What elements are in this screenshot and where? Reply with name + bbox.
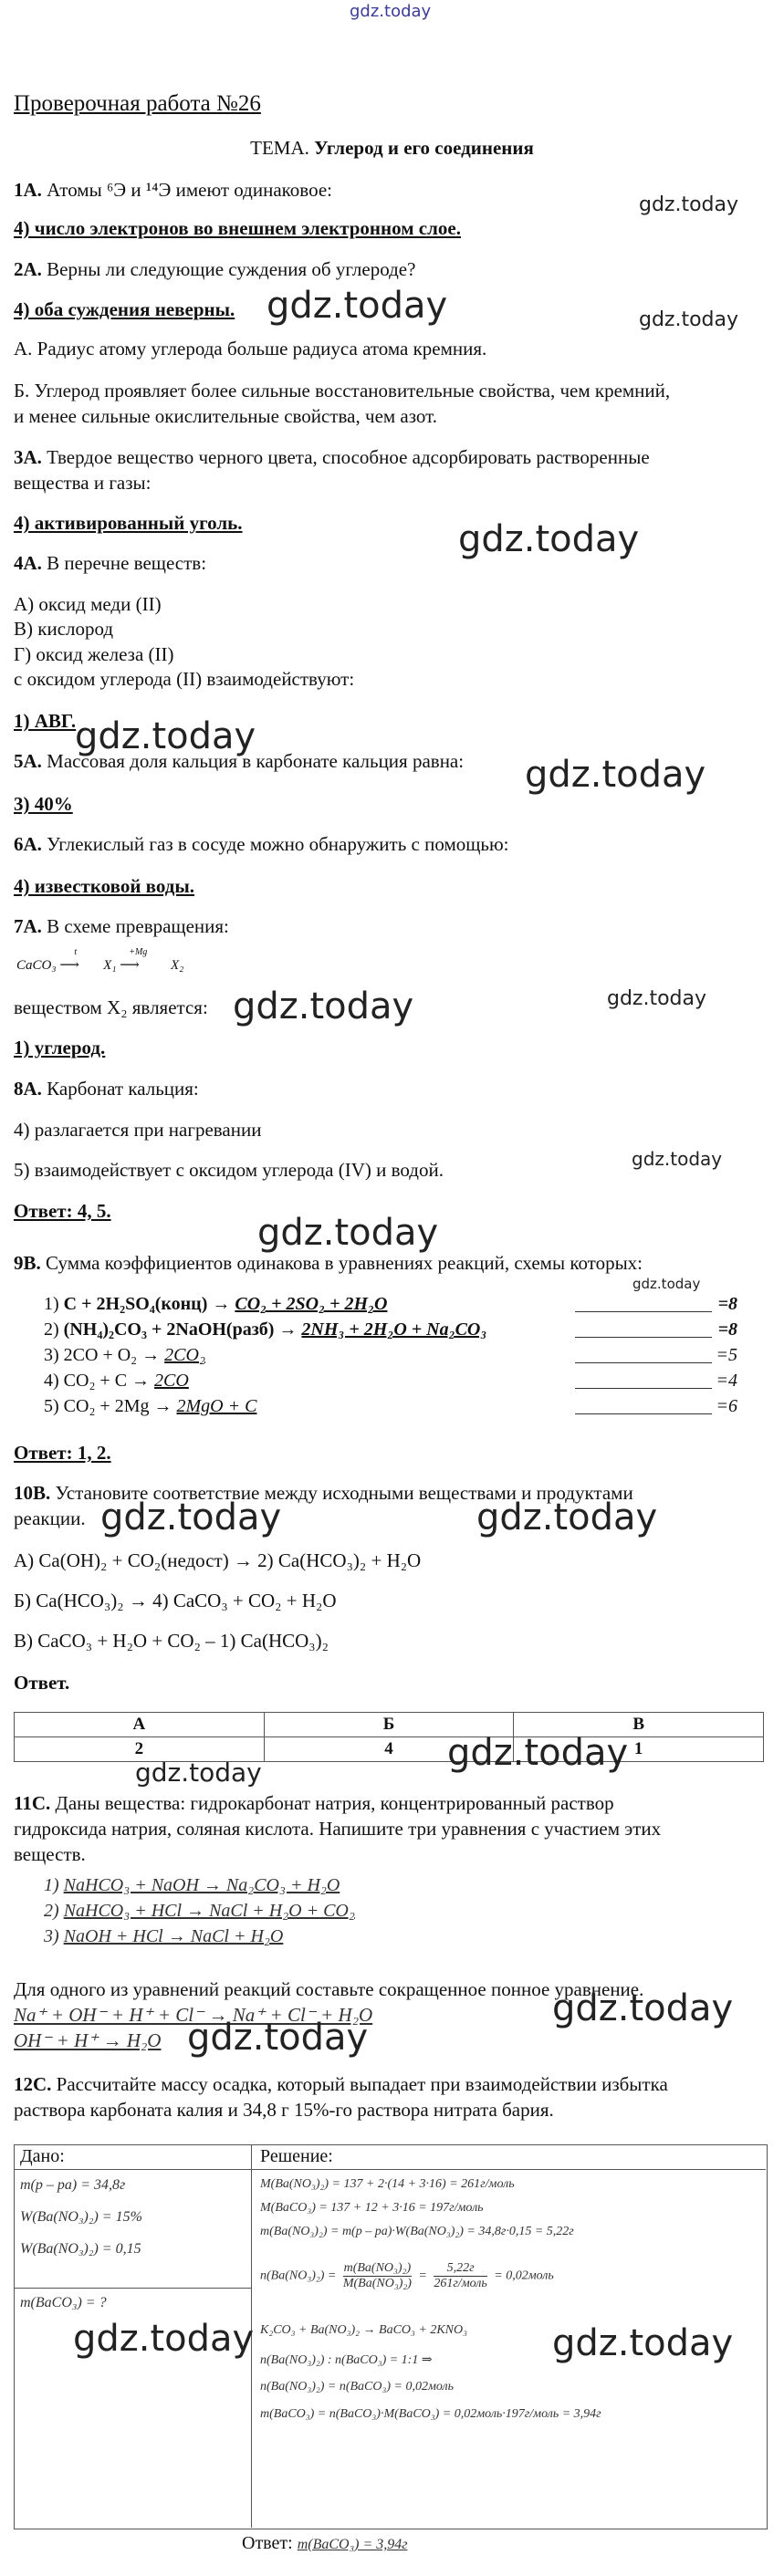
q6-num: 6А. bbox=[14, 833, 42, 855]
q2-num: 2А. bbox=[14, 258, 42, 280]
q9-row-underline bbox=[575, 1337, 712, 1338]
q9-row-right: 2CO₂ bbox=[164, 1345, 205, 1365]
q12-solution-2: M(BaCO₃) = 137 + 12 + 3·16 = 197г/моль bbox=[260, 2201, 484, 2215]
q5-answer: 3) 40% bbox=[14, 793, 73, 815]
watermark: gdz.today bbox=[632, 1276, 701, 1292]
q12-answer-value: m(BaCO₃) = 3,94г bbox=[297, 2537, 408, 2552]
q12-text1: Рассчитайте массу осадка, который выпадает при взаимодействии избытка bbox=[56, 2073, 668, 2095]
q9-row-sum: =6 bbox=[716, 1396, 737, 1416]
table-row bbox=[15, 1737, 764, 1762]
q9-row-left: CO₂ + C → bbox=[63, 1371, 155, 1391]
q9-row-underline bbox=[575, 1413, 712, 1414]
q4-option-a: А) оксид меди (II) bbox=[14, 593, 162, 615]
q11-text1: Даны вещества: гидрокарбонат натрия, концентрированный раствор bbox=[55, 1792, 614, 1814]
q7-scheme-start: CaCO₃ bbox=[16, 958, 57, 973]
q4-option-g: Г) оксид железа (II) bbox=[14, 643, 174, 665]
table-header-cell: В bbox=[514, 1713, 764, 1737]
page-title: Проверочная работа №26 bbox=[14, 91, 261, 116]
q9-row-left: C + 2H₂SO₄(конц) → bbox=[63, 1294, 235, 1314]
q2-text: Верны ли следующие суждения об углероде? bbox=[47, 258, 416, 280]
watermark: gdz.today bbox=[447, 1732, 629, 1774]
table-cell: 4 bbox=[264, 1737, 514, 1762]
q8-num: 8А. bbox=[14, 1078, 42, 1100]
fraction-denominator: M(Ba(NO₃)₂) bbox=[342, 2277, 412, 2290]
q11-row-num: 2) bbox=[44, 1901, 64, 1921]
watermark: gdz.today bbox=[639, 308, 739, 331]
q12-given-2: W(Ba(NO₃)₂) = 15% bbox=[20, 2209, 142, 2225]
q5-text: Массовая доля кальция в карбонате кальция равна: bbox=[47, 750, 465, 772]
q12-solution-7: m(BaCO₃) = n(BaCO₃)·M(BaCO₃) = 0,02моль·197г/моль = 3,94г bbox=[260, 2407, 601, 2421]
q11-row-equation: NaHCO₃ + HCl → NaCl + H₂O + CO₂ bbox=[63, 1901, 355, 1921]
q11-row-equation: NaHCO₃ + NaOH → Na₂CO₃ + H₂O bbox=[63, 1875, 340, 1895]
q10-text1: Установите соответствие между исходными веществами и продуктами bbox=[55, 1482, 633, 1504]
q9-row-right: CO₂ + 2SO₂ + 2H₂O bbox=[235, 1294, 388, 1314]
q3-num: 3А. bbox=[14, 446, 42, 468]
q7-answer: 1) углерод. bbox=[14, 1037, 106, 1059]
q10-answer-label: Ответ. bbox=[14, 1672, 70, 1694]
q11-ion-full: Na⁺ + OH⁻ + H⁺ + Cl⁻ → Na⁺ + Cl⁻ + H₂O bbox=[14, 2004, 373, 2026]
fraction-numerator: m(Ba(NO₃)₂) bbox=[343, 2261, 412, 2275]
q7-arrow1-label: t bbox=[74, 947, 78, 957]
q3-question bbox=[14, 446, 650, 469]
q7-scheme-x1: X₁ bbox=[103, 958, 117, 973]
q11-row-equation: NaOH + HCl → NaCl + H₂O bbox=[63, 1926, 284, 1946]
q7-arrow1 bbox=[59, 947, 99, 974]
q10-option-a: А) Ca(OH)₂ + CO₂(недост) → 2) Ca(HCO₃)₂ + H₂O bbox=[14, 1549, 422, 1571]
q7-arrow2 bbox=[120, 947, 167, 974]
q9-row-num: 5) bbox=[44, 1396, 64, 1416]
q9-row-sum: =5 bbox=[716, 1345, 737, 1365]
q12-n-formula: n(Ba(NO₃)₂) = $\frac{\text{m(Ba(NO₃)₂)}}{\text{M(Ba(NO₃)₂)}}$ = 5,22г 261г/моль = 0,02моль bbox=[260, 2261, 554, 2290]
q12-find: m(BaCO₃) = ? bbox=[20, 2295, 107, 2310]
q9-equation-row bbox=[44, 1319, 737, 1340]
table-header-row bbox=[15, 1713, 764, 1737]
watermark: gdz.today bbox=[187, 2017, 369, 2059]
q6-answer: 4) известковой воды. bbox=[14, 875, 195, 897]
q12-given-label: Дано: bbox=[20, 2146, 65, 2166]
q4-text2: с оксидом углерода (II) взаимодействуют: bbox=[14, 668, 355, 690]
q12-solution-4: K₂CO₃ + Ba(NO₃)₂ → BaCO₃ + 2KNO₃ bbox=[260, 2323, 467, 2337]
q4-question bbox=[14, 552, 206, 575]
theme-prefix: ТЕМА. bbox=[250, 137, 315, 159]
table-cell: 1 bbox=[514, 1737, 764, 1762]
q9-equation-row bbox=[44, 1345, 737, 1366]
q12-solution-label: Решение: bbox=[260, 2146, 333, 2166]
q8-question bbox=[14, 1078, 199, 1100]
q11-text4: Для одного из уравнений реакций составьте сокращенное понное уравнение. bbox=[14, 1978, 644, 2000]
q9-row-num: 2) bbox=[44, 1319, 64, 1340]
q8-answer: Ответ: 4, 5. bbox=[14, 1200, 111, 1222]
q8-option4: 4) разлагается при нагревании bbox=[14, 1119, 262, 1141]
theme-title: Углерод и его соединения bbox=[314, 137, 534, 159]
q5-num: 5А. bbox=[14, 750, 42, 772]
watermark: gdz.today bbox=[135, 1757, 262, 1788]
q9-row-sum: =4 bbox=[716, 1371, 737, 1391]
q11-equation-row bbox=[44, 1901, 355, 1922]
watermark: gdz.today bbox=[233, 986, 414, 1027]
q3-text2: вещества и газы: bbox=[14, 472, 152, 494]
q9-equation-row bbox=[44, 1396, 737, 1417]
q9-row-underline bbox=[575, 1362, 712, 1363]
watermark: gdz.today bbox=[476, 1497, 658, 1538]
q4-option-b: В) кислород bbox=[14, 618, 114, 640]
table-header-cell: А bbox=[15, 1713, 265, 1737]
arrow-right-icon: ⟶ bbox=[59, 958, 79, 973]
q3-answer: 4) активированный уголь. bbox=[14, 512, 243, 534]
q9-row-left: (NH₄)₂CO₃ + 2NaOH(разб) → bbox=[63, 1319, 302, 1340]
q9-row-sum: =8 bbox=[717, 1319, 737, 1340]
q9-row-right: 2NH₃ + 2H₂O + Na₂CO₃ bbox=[301, 1319, 487, 1340]
q12-answer-label: Ответ: bbox=[242, 2533, 293, 2553]
q10-answer-table bbox=[14, 1712, 764, 1762]
q4-num: 4А. bbox=[14, 552, 42, 574]
q8-option5: 5) взаимодействует с оксидом углерода (IV) и водой. bbox=[14, 1159, 444, 1181]
q12-solution-5: n(Ba(NO₃)₂) : n(BaCO₃) = 1:1 ⇒ bbox=[260, 2353, 433, 2367]
watermark: gdz.today bbox=[100, 1497, 282, 1538]
watermark: gdz.today bbox=[552, 2322, 734, 2364]
watermark: gdz.today bbox=[257, 1212, 439, 1254]
q4-text: В перечне веществ: bbox=[47, 552, 207, 574]
table-cell: 2 bbox=[15, 1737, 265, 1762]
q6-question bbox=[14, 833, 509, 856]
table-header-cell: Б bbox=[264, 1713, 514, 1737]
q10-option-b: Б) Ca(HCO₃)₂ → 4) CaCO₃ + CO₂ + H₂O bbox=[14, 1590, 337, 1611]
q7-num: 7А. bbox=[14, 915, 42, 937]
q2-statement-a: А. Радиус атому углерода больше радиуса атома кремния. bbox=[14, 338, 487, 360]
q1-text: Атомы ⁶Э и ¹⁴Э имеют одинаковое: bbox=[47, 179, 332, 201]
q9-row-num: 4) bbox=[44, 1371, 64, 1391]
q9-row-left: 2CO + O₂ → bbox=[63, 1345, 165, 1365]
watermark: gdz.today bbox=[75, 715, 256, 757]
q2-answer: 4) оба суждения неверны. bbox=[14, 298, 235, 320]
q11-ion-short: OH⁻ + H⁺ → H₂O bbox=[14, 2029, 162, 2051]
q2-statement-b1: Б. Углерод проявляет более сильные восстановительные свойства, чем кремний, bbox=[14, 380, 671, 402]
fraction bbox=[434, 2261, 486, 2291]
q9-row-underline bbox=[575, 1311, 712, 1312]
q1-num: 1А. bbox=[14, 179, 42, 201]
q4-answer: 1) АВГ. bbox=[14, 710, 77, 732]
q7-scheme-x2: X₂ bbox=[170, 958, 184, 973]
q9-row-num: 1) bbox=[44, 1294, 64, 1314]
theme-line bbox=[0, 137, 784, 160]
q2-question bbox=[14, 258, 415, 281]
q9-equation-row bbox=[44, 1371, 737, 1392]
q7-text2: веществом X₂ является: bbox=[14, 996, 208, 1018]
table-divider bbox=[14, 2169, 766, 2170]
q11-row-num: 1) bbox=[44, 1875, 64, 1895]
q9-row-underline bbox=[575, 1388, 712, 1389]
q12-n-lhs: n(Ba(NO₃)₂) = bbox=[260, 2268, 337, 2283]
watermark: gdz.today bbox=[607, 987, 707, 1010]
q12-given-1: m(p – pa) = 34,8г bbox=[20, 2177, 126, 2193]
q3-text1: Твердое вещество черного цвета, способное адсорбировать растворенные bbox=[47, 446, 650, 468]
q11-row-num: 3) bbox=[44, 1926, 64, 1946]
q12-num: 12С. bbox=[14, 2073, 52, 2095]
q9-row-right: 2CO bbox=[154, 1371, 189, 1391]
watermark: gdz.today bbox=[639, 193, 739, 216]
watermark-top: gdz.today bbox=[350, 2, 432, 21]
watermark: gdz.today bbox=[632, 1148, 723, 1170]
watermark: gdz.today bbox=[552, 1987, 734, 2029]
watermark: gdz.today bbox=[525, 754, 706, 796]
q11-num: 11С. bbox=[14, 1792, 51, 1814]
q12-solution-1: M(Ba(NO₃)₂) = 137 + 2·(14 + 3·16) = 261г/моль bbox=[260, 2177, 515, 2191]
q9-question bbox=[14, 1252, 643, 1275]
watermark: gdz.today bbox=[458, 518, 640, 560]
q12-n-result: = 0,02моль bbox=[494, 2268, 554, 2283]
q12-text2: раствора карбоната калия и 34,8 г 15%-го раствора нитрата бария. bbox=[14, 2099, 554, 2121]
q11-text3: веществ. bbox=[14, 1843, 86, 1865]
q9-text: Сумма коэффициентов одинакова в уравнениях реакций, схемы которых: bbox=[46, 1252, 643, 1274]
q10-num: 10В. bbox=[14, 1482, 51, 1504]
q9-equation-row bbox=[44, 1294, 737, 1315]
q12-question bbox=[14, 2073, 668, 2096]
q6-text: Углекислый газ в сосуде можно обнаружить с помощью: bbox=[47, 833, 509, 855]
q11-equation-row bbox=[44, 1875, 340, 1896]
fraction-denominator: 261г/моль bbox=[434, 2277, 487, 2290]
fraction bbox=[343, 2261, 412, 2291]
q8-text: Карбонат кальция: bbox=[47, 1078, 199, 1100]
q2-statement-b2: и менее сильные окислительные свойства, чем азот. bbox=[14, 405, 437, 427]
watermark: gdz.today bbox=[73, 2318, 255, 2360]
q1-answer: 4) число электронов во внешнем электронном слое. bbox=[14, 217, 461, 239]
table-divider bbox=[14, 2288, 251, 2289]
q10-option-v: В) CaCO₃ + H₂O + CO₂ – 1) Ca(HCO₃)₂ bbox=[14, 1630, 329, 1652]
q12-solution-3: m(Ba(NO₃)₂) = m(p – pa)·W(Ba(NO₃)₂) = 34,8г·0,15 = 5,22г bbox=[260, 2225, 574, 2238]
q11-text2: гидроксида натрия, соляная кислота. Напишите три уравнения с участием этих bbox=[14, 1818, 662, 1840]
q7-text: В схеме превращения: bbox=[47, 915, 229, 937]
q1-question bbox=[14, 179, 332, 202]
watermark: gdz.today bbox=[267, 285, 448, 327]
q9-row-right: 2MgO + C bbox=[176, 1396, 257, 1416]
q9-row-sum: =8 bbox=[717, 1294, 737, 1314]
q9-row-left: CO₂ + 2Mg → bbox=[63, 1396, 177, 1416]
q12-solution-6: n(Ba(NO₃)₂) = n(BaCO₃) = 0,02моль bbox=[260, 2380, 455, 2393]
q7-scheme bbox=[16, 947, 184, 974]
q5-question bbox=[14, 750, 464, 773]
arrow-right-icon: ⟶ bbox=[120, 958, 140, 973]
q11-question bbox=[14, 1792, 614, 1815]
q12-given-3: W(Ba(NO₃)₂) = 0,15 bbox=[20, 2241, 141, 2257]
q12-answer bbox=[242, 2533, 408, 2554]
q7-arrow2-label: +Mg bbox=[129, 947, 148, 957]
q9-row-num: 3) bbox=[44, 1345, 64, 1365]
q9-answer: Ответ: 1, 2. bbox=[14, 1442, 111, 1464]
q7-question bbox=[14, 915, 229, 938]
q11-equation-row bbox=[44, 1926, 283, 1947]
fraction-numerator: 5,22г bbox=[434, 2261, 486, 2277]
q9-num: 9В. bbox=[14, 1252, 41, 1274]
q10-text2: реакции. bbox=[14, 1507, 86, 1529]
